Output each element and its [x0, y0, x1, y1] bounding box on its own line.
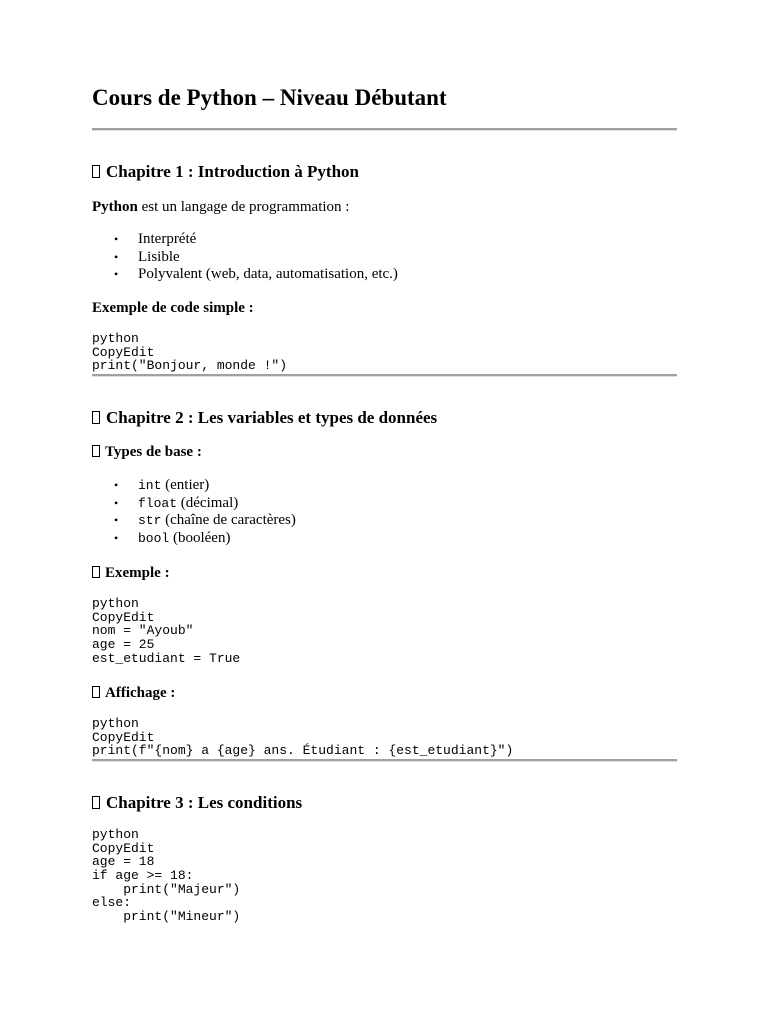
- types-heading: [92, 443, 202, 461]
- missing-glyph-box-icon: [92, 445, 100, 457]
- missing-glyph-box-icon: [92, 165, 100, 178]
- chapter-1-heading-text: Chapitre 1 : Introduction à Python: [106, 162, 359, 181]
- type-desc: (entier): [161, 477, 210, 493]
- example-heading: [92, 564, 170, 582]
- code-line: print("Mineur"): [92, 909, 241, 925]
- type-code: float: [138, 495, 178, 511]
- list-item: [92, 231, 398, 249]
- code-line: CopyEdit: [92, 609, 155, 625]
- bullet: •: [114, 232, 119, 246]
- missing-glyph-box-icon: [92, 411, 100, 424]
- display-heading: [92, 684, 175, 702]
- bullet: •: [114, 530, 119, 545]
- chapter-2-heading-text: Chapitre 2 : Les variables et types de données: [106, 408, 438, 427]
- code-line: CopyEdit: [92, 344, 155, 360]
- type-desc: (chaîne de caractères): [161, 512, 296, 528]
- horizontal-rule: [92, 374, 677, 377]
- code-line: python: [92, 331, 139, 346]
- type-code: str: [138, 513, 162, 528]
- types-list: [92, 477, 296, 547]
- bullet: •: [114, 478, 119, 492]
- horizontal-rule: [92, 759, 677, 762]
- code-line: age = 18: [92, 854, 155, 870]
- code-line: nom = "Ayoub": [92, 623, 194, 639]
- bullet: •: [114, 249, 119, 264]
- chapter-2-heading: [92, 408, 437, 428]
- missing-glyph-box-icon: [92, 686, 100, 698]
- code-line: print("Majeur"): [92, 881, 241, 897]
- chapter-1-heading: [92, 162, 359, 182]
- list-item: [92, 266, 398, 284]
- chapter-3-heading-text: Chapitre 3 : Les conditions: [106, 793, 303, 812]
- code-line: print("Bonjour, monde !"): [92, 358, 288, 374]
- type-code: bool: [138, 530, 170, 546]
- chapter-3-heading: [92, 793, 302, 813]
- code-line: python: [92, 716, 139, 731]
- list-item: [92, 512, 296, 530]
- code-line: python: [92, 596, 139, 611]
- intro-text: est un langage de programmation :: [137, 199, 350, 215]
- bullet: •: [114, 495, 119, 510]
- missing-glyph-box-icon: [92, 566, 100, 578]
- list-item-text: Interprété: [138, 231, 197, 247]
- code-line: age = 25: [92, 637, 155, 653]
- list-item: [92, 477, 296, 495]
- chapter-1-list: [92, 231, 398, 284]
- list-item: [92, 495, 296, 513]
- code-line: est_etudiant = True: [92, 650, 241, 666]
- bullet: •: [114, 513, 119, 527]
- type-code: int: [138, 478, 162, 493]
- code-line: else:: [92, 895, 132, 911]
- horizontal-rule: [92, 128, 677, 131]
- code-block: [92, 597, 240, 665]
- code-line: python: [92, 827, 139, 842]
- bullet: •: [114, 267, 119, 281]
- type-desc: (booléen): [169, 529, 231, 546]
- missing-glyph-box-icon: [92, 796, 100, 809]
- document-title: Cours de Python – Niveau Débutant: [92, 85, 447, 110]
- display-heading-text: Affichage :: [105, 685, 176, 701]
- intro-bold-term: Python: [92, 199, 138, 215]
- code-block: [92, 717, 513, 758]
- list-item-text: Lisible: [138, 248, 180, 265]
- type-desc: (décimal): [177, 494, 239, 511]
- code-line: if age >= 18:: [92, 868, 194, 884]
- code-block: [92, 332, 287, 373]
- example-heading-text: Exemple :: [105, 565, 170, 581]
- list-item: [92, 249, 398, 267]
- chapter-1-intro: [92, 198, 349, 216]
- code-line: CopyEdit: [92, 729, 155, 745]
- list-item-text: Polyvalent (web, data, automatisation, etc.): [138, 266, 398, 282]
- code-line: CopyEdit: [92, 840, 155, 856]
- types-heading-text: Types de base :: [105, 444, 202, 460]
- example-heading: Exemple de code simple :: [92, 300, 254, 316]
- list-item: [92, 530, 296, 548]
- code-line: print(f"{nom} a {age} ans. Étudiant : {est_etudiant}"): [92, 743, 514, 759]
- code-block: [92, 828, 240, 924]
